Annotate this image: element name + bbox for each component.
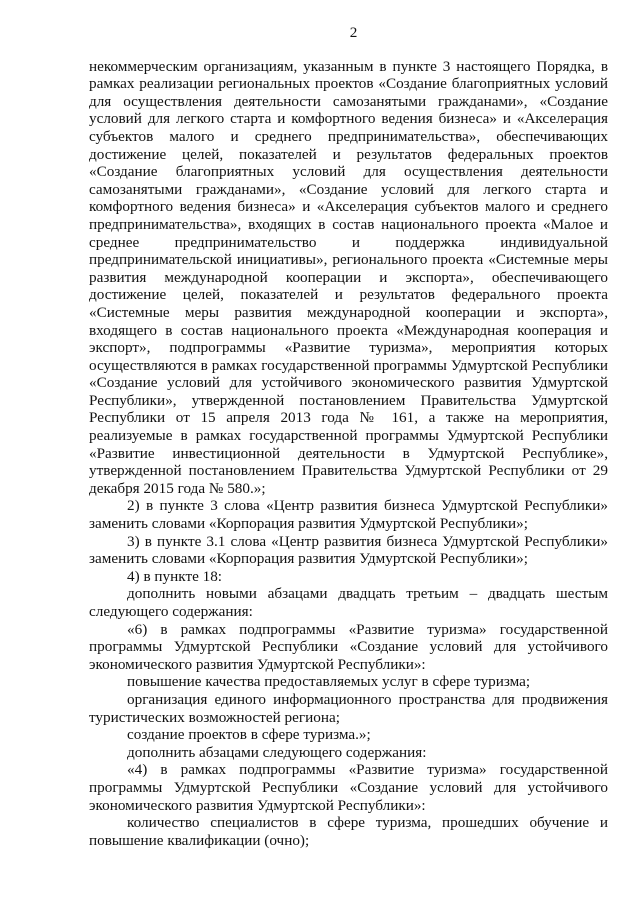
paragraph: количество специалистов в сфере туризма, прошедших обучение и повышение квалификации (очно); [89, 814, 608, 849]
paragraph: создание проектов в сфере туризма.»; [127, 726, 371, 744]
paragraph: дополнить абзацами следующего содержания: [127, 743, 427, 761]
paragraph: «6) в рамках подпрограммы «Развитие туризма» государственной программы Удмуртской Республики «Создание условий для устойчивого экономического развития Удмуртской Республики»: [89, 620, 608, 673]
paragraph: «4) в рамках подпрограммы «Развитие туризма» государственной программы Удмуртской Республики «Создание условий для устойчивого экономического развития Удмуртской Республики»: [89, 761, 608, 814]
paragraph: 3) в пункте 3.1 слова «Центр развития бизнеса Удмуртской Республики» заменить словами «Корпорация развития Удмуртской Республики»; [89, 532, 608, 568]
document-body [89, 58, 608, 850]
paragraph: 4) в пункте 18: [127, 567, 223, 585]
paragraph: 2) в пункте 3 слова «Центр развития бизнеса Удмуртской Республики» заменить словами «Корпорация развития Удмуртской Республики»; [89, 497, 608, 533]
paragraph: дополнить новыми абзацами двадцать третьим – двадцать шестым следующего содержания: [89, 585, 608, 620]
paragraph: организация единого информационного пространства для продвижения туристических возможностей региона; [89, 690, 608, 726]
paragraph: повышение качества предоставляемых услуг в сфере туризма; [127, 673, 531, 691]
paragraph: некоммерческим организациям, указанным в пункте 3 настоящего Порядка, в рамках реализации региональных проектов «Создание благоприятных условий для осуществления деятельности самозанятыми гражданами», «Создание условий для легкого старта и комфортного ведения бизнеса» и «Акселерация субъектов малого и среднего предпринимательства», обеспечивающих достижение целей, показателей и результатов федеральных проектов «Создание благоприятных условий для осуществления деятельности самозанятыми гражданами», «Создание условий для легкого старта и комфортного ведения бизнеса» и «Акселерация субъектов малого и среднего предпринимательства», входящих в состав национального проекта «Малое и среднее предпринимательство и поддержка индивидуальной предпринимательской инициативы», регионального проекта «Системные меры развития международной кооперации и экспорта», обеспечивающего достижение целей, показателей и результатов федерального проекта «Системные меры развития международной кооперации и экспорта», входящего в состав национального проекта «Международная кооперация и экспорт», подпрограммы «Развитие туризма», мероприятия которых осуществляются в рамках государственной программы Удмуртской Республики «Создание условий для устойчивого экономического развития Удмуртской Республики», утвержденной постановлением Правительства Удмуртской Республики от 15 апреля 2013 года № 161, а также на мероприятия, реализуемые в рамках государственной программы Удмуртской Республики «Развитие инвестиционной деятельности в Удмуртской Республике», утвержденной постановлением Правительства Удмуртской Республики от 29 декабря 2015 года № 580.»; [89, 57, 608, 497]
page-number: 2 [349, 24, 358, 41]
